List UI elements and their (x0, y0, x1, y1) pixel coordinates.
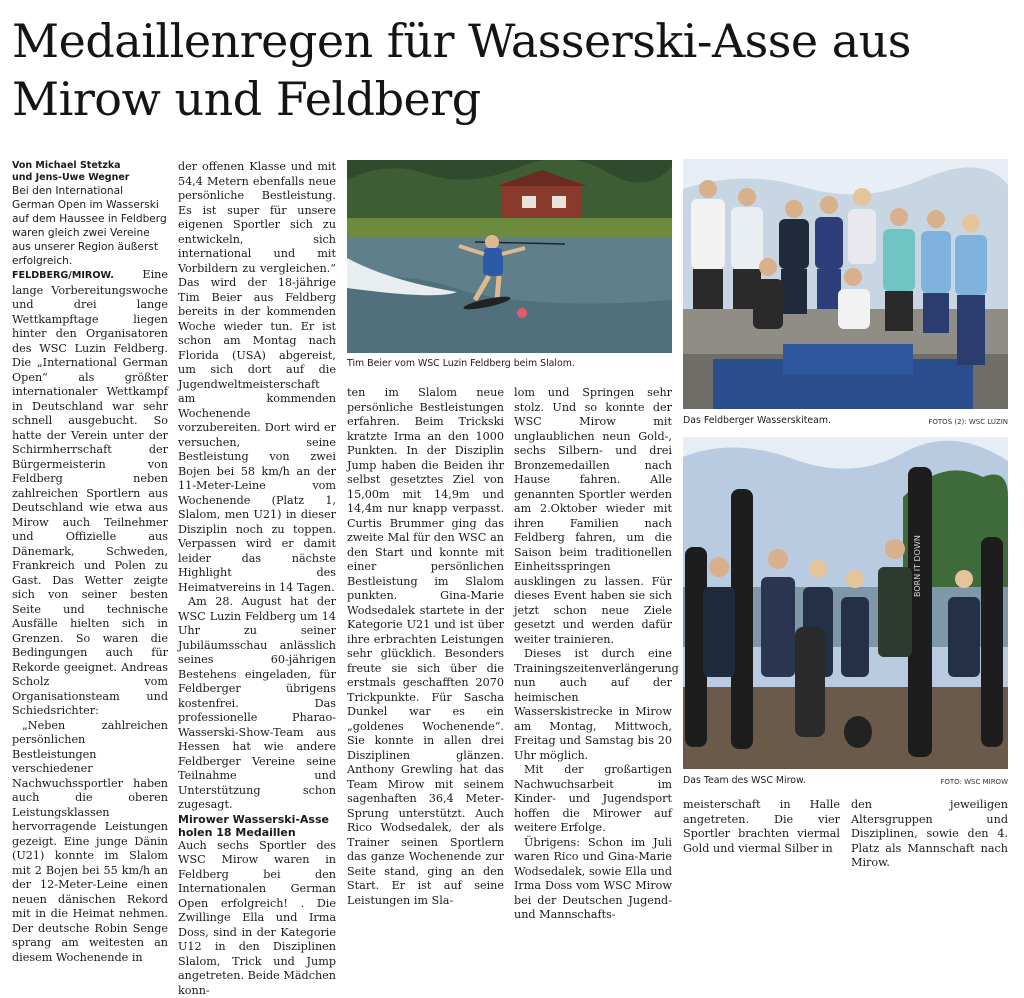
paragraph: Übrigens: Schon im Juli waren Rico und Gina-Marie Wodsedalek, sowie Ella und Irma Doss vom WSC Mirow bei der Deutschen Jugend- und Mannschafts- (514, 836, 672, 923)
paragraph: ten im Slalom neue persönliche Bestleistungen erfahren. Beim Trickski kratzte Irma an den 1000 Punkten. In der Disziplin Jump haben die Beiden ihr selbst gesetztes Ziel von 15,00m mit 14,9m und 14,4m nur knapp verpasst. Curtis Brummer ging das zweite Mal für den WSC an den Start und konnte mit einer persönlichen Bestleistung im Slalom punkten. Gina-Marie Wodsedalek startete in der Kategorie U21 und ist über ihre erbrachten Leistungen sehr glücklich. Besonders freute sie sich über die erstmals geschafften 2070 Trickpunkte. Für Sascha Dunkel war es ein „goldenes Wochenende“. Sie konnte in allen drei Disziplinen glänzen. Anthony Grewling hat das Team Mirow mit seinem sagenhaften 36,4 Meter-Sprung unterstützt. Auch Rico Wodsedalek, der als Trainer seinen Sportlern das ganze Wochenende zur Seite stand, ging an den Start. Er ist auf seine Leistungen im Sla- (347, 386, 504, 908)
paragraph: FELDBERG/MIROW. Eine lange Vorbereitungswoche und drei lange Wettkampftage liegen hinter den Organisatoren des WSC Luzin Feldberg. Die „International German Open“ als größter internationaler Wettkampf in Deutschland war sehr schnell ausgebucht. So hatte der Verein unter der Schirmherrschaft der Bürgermeisterin von Feldberg neben zahlreichen Sportlern aus Deutschland wie etwa aus Mirow auch Teilnehmer und Offizielle aus Dänemark, Schweden, Frankreich und Polen zu Gast. Das Wetter zeigte sich von seiner besten Seite und technische Ausfälle hielten sich in Grenzen. So waren die Bedingungen auch für Rekorde geeignet. Andreas Scholz vom Organisationsteam und Schiedsrichter: (12, 268, 168, 719)
photo-caption-feldberg: Das Feldberger Wasserskiteam. (683, 415, 903, 427)
paragraph: meisterschaft in Halle angetreten. Die vier Sportler brachten viermal Gold und viermal Silber in (683, 798, 840, 856)
paragraph: Dieses ist durch eine Trainingszeitenverlängerung nun auch auf der heimischen Wasserskistrecke in Mirow am Montag, Mittwoch, Freitag und Samstag bis 20 Uhr möglich. (514, 647, 672, 763)
photo-credit-feldberg: FOTOS (2): WSC LUZIN (880, 417, 1008, 427)
dateline: FELDBERG/MIROW. (12, 270, 114, 281)
ski-logo-text: BORN IT DOWN (913, 535, 922, 597)
paragraph: Am 28. August hat der WSC Luzin Feldberg um 14 Uhr zu seiner Jubiläumsschau anlässlich seines 60-jährigen Bestehens eingeladen, für Feldberger übrigens kostenfrei. Das professionelle Pharao-Wasserski-Show-Team aus Hessen hat wie andere Feldberger Vereine seine Teilnahme und Unterstützung schon zugesagt. (178, 595, 336, 813)
article-column-3 (347, 386, 504, 908)
paragraph: der offenen Klasse und mit 54,4 Metern ebenfalls neue persönliche Bestleistung. Es ist super für unsere eigenen Sportler sich zu entwickeln, sich international und mit Vorbildern zu vergleichen.“ Das wird der 18-jährige Tim Beier aus Feldberg bereits in der kommenden Woche wieder tun. Er ist schon am Montag nach Florida (USA) abgereist, um sich dort auf die Jugendweltmeisterschaft am kommenden Wochenende vorzubereiten. Dort wird er versuchen, seine Bestleistung von zwei Bojen bei 58 km/h an der 11-Meter-Leine vom Wochenende (Platz 1, Slalom, men U21) in dieser Disziplin noch zu toppen. Verpassen wird er damit leider das nächste Highlight des Heimatvereins in 14 Tagen. (178, 160, 336, 595)
paragraph: den jeweiligen Altersgruppen und Disziplinen, sowie den 4. Platz als Mannschaft nach Mirow. (851, 798, 1008, 871)
article-column-6 (851, 798, 1008, 871)
paragraph: lom und Springen sehr stolz. Und so konnte der WSC Mirow mit unglaublichen neun Gold-, sechs Silbern- und drei Bronzemedaillen nach Hause fahren. Alle genannten Sportler werden am 2.Oktober wieder mit ihren Familien nach Feldberg fahren, um die Saison beim traditionellen Einheitsspringen ausklingen zu lassen. Für dieses Event haben sie sich jetzt schon neue Ziele gesetzt und werden dafür weiter trainieren. (514, 386, 672, 647)
photo-credit-mirow: FOTO: WSC MIROW (880, 777, 1008, 787)
article-column-2 (178, 160, 336, 998)
article-column-5 (683, 798, 840, 856)
photo-caption-mirow: Das Team des WSC Mirow. (683, 775, 903, 787)
photo-mirow-team (683, 437, 1008, 769)
photo-feldberg-team (683, 159, 1008, 409)
paragraph: Auch sechs Sportler des WSC Mirow waren in Feldberg bei den Internationalen German Open erfolgreich! . Die Zwillinge Ella und Irma Doss, sind in der Kategorie U12 in den Disziplinen Slalom, Trick und Jump angetreten. Beide Mädchen konn- (178, 839, 336, 998)
article-column-1 (12, 160, 168, 965)
subheading: Mirower Wasserski-Asse holen 18 Medaillen (178, 813, 336, 839)
headline: Medaillenregen für Wasserski-Asse aus Mirow und Feldberg (12, 12, 1012, 128)
byline: Von Michael Stetzka und Jens-Uwe Wegner (12, 160, 168, 184)
article-column-4 (514, 386, 672, 923)
teaser: Bei den International German Open im Wasserski auf dem Haussee in Feldberg waren gleich zwei Vereine aus unserer Region äußerst erfolgreich. (12, 184, 168, 268)
paragraph: Mit der großartigen Nachwuchsarbeit im Kinder- und Jugendsport hoffen die Mirower auf weitere Erfolge. (514, 763, 672, 836)
photo-caption-ski: Tim Beier vom WSC Luzin Feldberg beim Slalom. (347, 358, 672, 370)
paragraph: „Neben zahlreichen persönlichen Bestleistungen verschiedener Nachwuchssportler haben auch die oberen Leistungsklassen hervorragende Leistungen gezeigt. Eine junge Dänin (U21) konnte im Slalom mit 2 Bojen bei 55 km/h an der 12-Meter-Leine einen neuen dänischen Rekord mit in die Heimat nehmen. Der deutsche Robin Senge sprang am weitesten an diesem Wochenende in (12, 719, 168, 966)
photo-ski-slalom (347, 160, 672, 353)
